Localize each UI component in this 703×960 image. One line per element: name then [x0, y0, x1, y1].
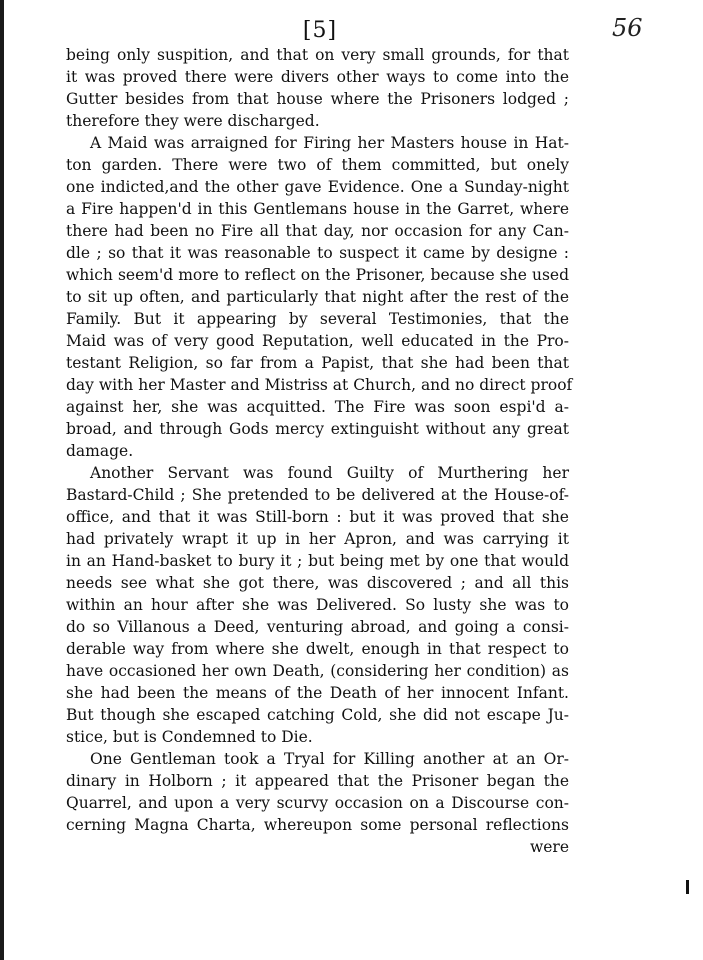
scan-edge — [0, 0, 4, 960]
catchword: were — [529, 838, 569, 856]
text-line: which seem'd more to reflect on the Prisoner, because she used — [66, 266, 569, 284]
text-line: do so Villanous a Deed, venturing abroad, and going a consi- — [66, 618, 569, 636]
text-line: But though she escaped catching Cold, she did not escape Ju- — [66, 706, 569, 724]
margin-mark — [686, 880, 689, 894]
text-line: within an hour after she was Delivered. So lusty she was to — [66, 596, 569, 614]
text-line: derable way from where she dwelt, enough in that respect to — [66, 640, 569, 658]
text-line: damage. — [66, 442, 134, 460]
text-line: Bastard-Child ; She pretended to be delivered at the House-of- — [66, 486, 569, 504]
text-line: office, and that it was Still-born : but it was proved that she — [66, 508, 569, 526]
text-line: had privately wrapt it up in her Apron, and was carrying it — [66, 530, 569, 548]
text-line: against her, she was acquitted. The Fire was soon espi'd a- — [66, 398, 569, 416]
page-number: [5] — [302, 18, 338, 43]
text-line: dle ; so that it was reasonable to suspect it came by designe : — [66, 244, 569, 262]
text-line: testant Religion, so far from a Papist, that she had been that — [66, 354, 569, 372]
text-line: she had been the means of the Death of her innocent Infant. — [66, 684, 569, 702]
paragraph — [66, 132, 573, 462]
text-line: One Gentleman took a Tryal for Killing another at an Or- — [90, 750, 569, 768]
text-line: Quarrel, and upon a very scurvy occasion on a Discourse con- — [66, 794, 569, 812]
text-line: cerning Magna Charta, whereupon some personal reflections — [66, 816, 569, 834]
text-line: to sit up often, and particularly that night after the rest of the — [66, 288, 569, 306]
paragraph — [66, 44, 569, 132]
body-text — [66, 44, 573, 858]
text-line: therefore they were discharged. — [66, 112, 320, 130]
paragraph — [66, 748, 569, 836]
text-line: Gutter besides from that house where the Prisoners lodged ; — [66, 90, 569, 108]
text-line: needs see what she got there, was discovered ; and all this — [66, 574, 569, 592]
folio-number: 56 — [612, 14, 643, 42]
text-line: day with her Master and Mistriss at Church, and no direct proof — [66, 376, 573, 394]
text-line: ton garden. There were two of them committed, but onely — [66, 156, 569, 174]
text-line: broad, and through Gods mercy extinguisht without any great — [66, 420, 569, 438]
text-line: have occasioned her own Death, (considering her condition) as — [66, 662, 569, 680]
text-line: Family. But it appearing by several Testimonies, that the — [66, 310, 569, 328]
paragraph — [66, 462, 569, 748]
text-line: being only suspition, and that on very small grounds, for that — [66, 46, 569, 64]
text-line: A Maid was arraigned for Firing her Masters house in Hat- — [90, 134, 569, 152]
text-line: one indicted,and the other gave Evidence. One a Sunday-night — [66, 178, 569, 196]
text-line: Another Servant was found Guilty of Murthering her — [90, 464, 569, 482]
text-line: a Fire happen'd in this Gentlemans house in the Garret, where — [66, 200, 569, 218]
text-line: in an Hand-basket to bury it ; but being met by one that would — [66, 552, 569, 570]
text-line: Maid was of very good Reputation, well educated in the Pro- — [66, 332, 569, 350]
text-line: stice, but is Condemned to Die. — [66, 728, 313, 746]
text-line: dinary in Holborn ; it appeared that the Prisoner began the — [66, 772, 569, 790]
text-line: it was proved there were divers other ways to come into the — [66, 68, 569, 86]
text-line: there had been no Fire all that day, nor occasion for any Can- — [66, 222, 569, 240]
